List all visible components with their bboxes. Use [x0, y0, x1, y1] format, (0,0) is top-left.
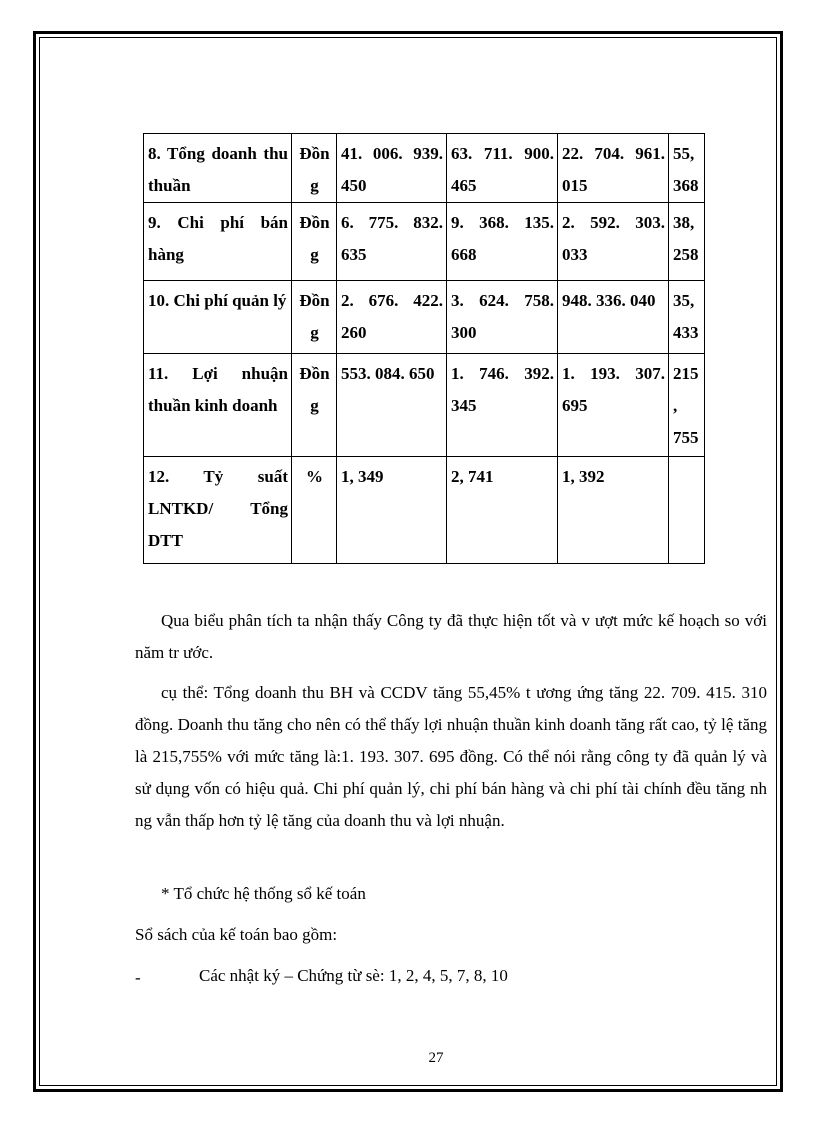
section-heading [135, 878, 767, 910]
row-unit: % [292, 457, 337, 564]
row-value-1: 2. 676. 422. 260 [337, 281, 447, 354]
row-value-1: 1, 349 [337, 457, 447, 564]
row-value-3: 1, 392 [558, 457, 669, 564]
financial-table [143, 133, 705, 564]
paragraph-text: cụ thể: Tổng doanh thu BH và CCDV tăng 55,45% t ương ứng tăng 22. 709. 415. 310 đồng. Doanh thu tăng cho nên có thể thấy lợi nhuận thuần kinh doanh tăng rất cao, tỷ lệ tăng là 215,755% với mức tăng là:1. 193. 307. 695 đồng. Có thể nói rằng công ty đã quản lý và sử dụng vốn có hiệu quả. Chi phí quản lý, chi phí bán hàng và chi phí tài chính đều tăng nh ng vẫn thấp hơn tỷ lệ tăng của doanh thu và lợi nhuận. [135, 683, 767, 830]
detail-paragraph [135, 677, 767, 837]
table-row [144, 134, 705, 203]
books-intro [135, 919, 767, 951]
row-value-1: 6. 775. 832. 635 [337, 203, 447, 281]
row-value-4: 38, 258 [669, 203, 705, 281]
row-item: 8. Tổng doanh thu thuần [144, 134, 292, 203]
row-value-3: 948. 336. 040 [558, 281, 669, 354]
row-item: 10. Chi phí quản lý [144, 281, 292, 354]
row-value-4: 215, 755 [669, 354, 705, 457]
row-value-1: 41. 006. 939. 450 [337, 134, 447, 203]
row-unit: Đồng [292, 134, 337, 203]
row-unit: Đồng [292, 281, 337, 354]
row-value-4: 35, 433 [669, 281, 705, 354]
bullet-item: Các nhật ký – Chứng từ sè: 1, 2, 4, 5, 7, 8, 10 [199, 966, 508, 985]
row-value-3: 2. 592. 303. 033 [558, 203, 669, 281]
row-value-2: 63. 711. 900. 465 [447, 134, 558, 203]
paragraph-text: Sổ sách của kế toán bao gồm: [135, 925, 338, 944]
table-row [144, 281, 705, 354]
row-item: 9. Chi phí bán hàng [144, 203, 292, 281]
row-value-4: 55, 368 [669, 134, 705, 203]
table-row [144, 354, 705, 457]
table-row [144, 203, 705, 281]
row-value-2: 2, 741 [447, 457, 558, 564]
row-unit: Đồng [292, 203, 337, 281]
bullet-dash: - [135, 968, 141, 987]
row-item: 12. Tỷ suất LNTKD/ Tổng DTT [144, 457, 292, 564]
row-value-3: 22. 704. 961. 015 [558, 134, 669, 203]
row-unit: Đồng [292, 354, 337, 457]
heading-text: * Tổ chức hệ thống sổ kế toán [161, 884, 366, 903]
paragraph-text: Qua biểu phân tích ta nhận thấy Công ty đã thực hiện tốt và v ượt mức kế hoạch so với năm tr ước. [135, 611, 767, 662]
row-value-2: 1. 746. 392. 345 [447, 354, 558, 457]
row-value-2: 3. 624. 758. 300 [447, 281, 558, 354]
row-item: 11. Lợi nhuận thuần kinh doanh [144, 354, 292, 457]
row-value-1: 553. 084. 650 [337, 354, 447, 457]
row-value-2: 9. 368. 135. 668 [447, 203, 558, 281]
analysis-paragraph [135, 605, 767, 669]
row-value-4 [669, 457, 705, 564]
table-row [144, 457, 705, 564]
row-value-3: 1. 193. 307. 695 [558, 354, 669, 457]
page-number: 27 [428, 1050, 444, 1066]
